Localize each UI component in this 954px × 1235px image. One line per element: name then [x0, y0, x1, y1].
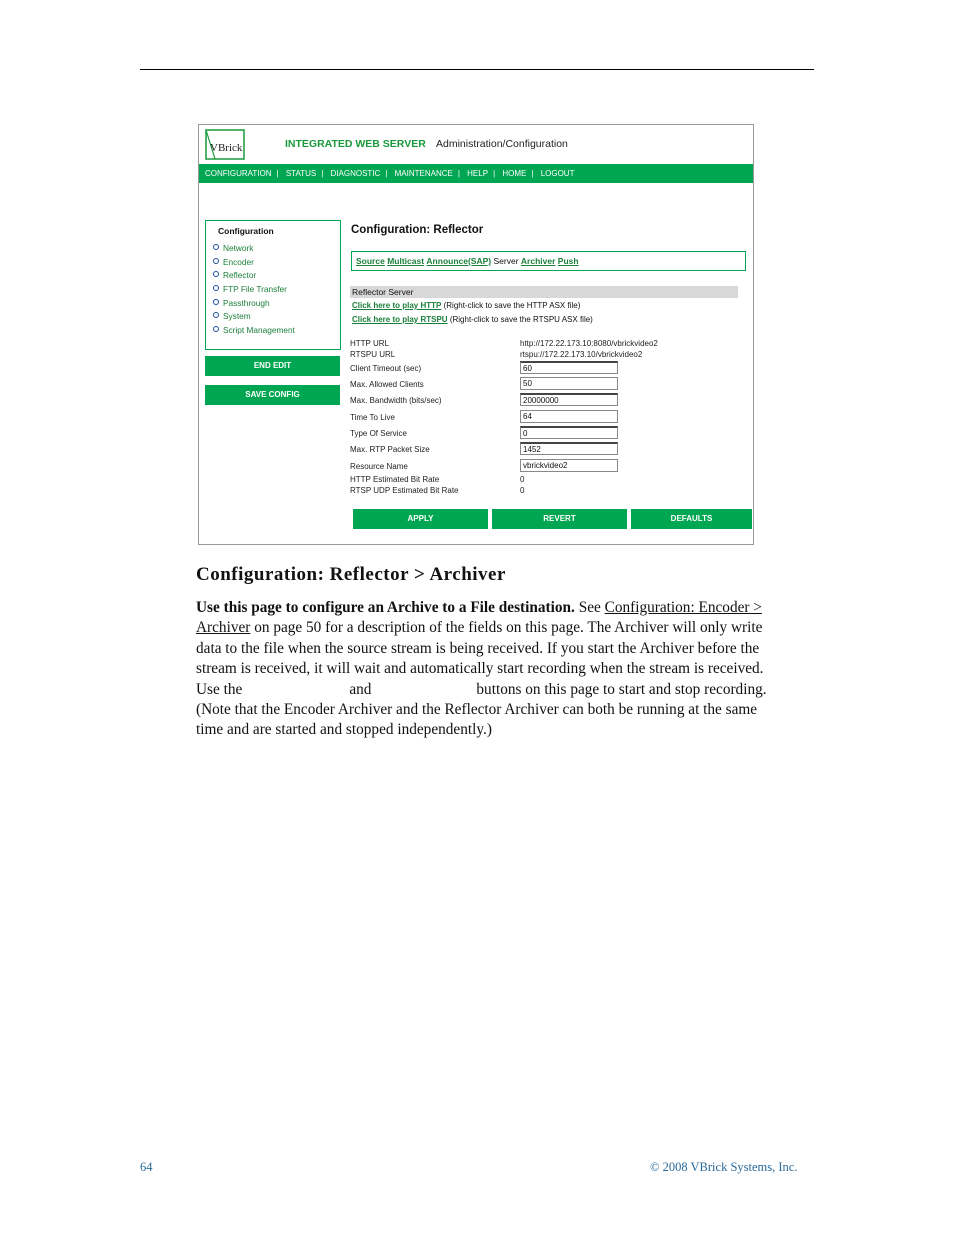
svg-text:VBrick: VBrick [210, 142, 243, 154]
play-rtspu-note: (Right-click to save the RTSPU ASX file) [449, 315, 593, 324]
max-clients-label: Max. Allowed Clients [350, 380, 424, 389]
play-http-link[interactable]: Click here to play HTTP [352, 301, 442, 310]
apply-button[interactable]: APPLY [353, 509, 488, 529]
tab-announce[interactable]: Announce(SAP) [426, 256, 492, 266]
sidebar-item-system[interactable]: System [213, 311, 295, 325]
bullet-icon [213, 326, 219, 332]
nav-home[interactable]: HOME [502, 169, 527, 178]
rtsp-rate-value: 0 [520, 486, 525, 495]
nav-configuration[interactable]: CONFIGURATION [205, 169, 272, 178]
bullet-icon [213, 271, 219, 277]
sidebar-item-reflector[interactable]: Reflector [213, 270, 295, 284]
http-rate-value: 0 [520, 475, 525, 484]
http-url-label: HTTP URL [350, 339, 389, 348]
resource-name-input[interactable]: vbrickvideo2 [520, 459, 618, 472]
rtp-packet-input[interactable]: 1452 [520, 442, 618, 455]
tos-input[interactable]: 0 [520, 426, 618, 439]
screenshot-frame [198, 124, 754, 545]
xref-link[interactable]: Configuration: Encoder > [604, 599, 762, 616]
defaults-button[interactable]: DEFAULTS [631, 509, 752, 529]
sidebar-title: Configuration [218, 226, 274, 236]
bullet-icon [213, 244, 219, 250]
bullet-icon [213, 285, 219, 291]
tab-bar [351, 251, 746, 271]
top-rule [140, 69, 814, 70]
vbrick-logo-icon [205, 129, 245, 160]
end-edit-button[interactable]: END EDIT [205, 356, 340, 376]
play-rtspu-link[interactable]: Click here to play RTSPU [352, 315, 448, 324]
ttl-label: Time To Live [350, 413, 395, 422]
nav-logout[interactable]: LOGOUT [540, 169, 575, 178]
bullet-icon [213, 258, 219, 264]
tab-multicast[interactable]: Multicast [387, 256, 425, 266]
page-number: 64 [140, 1160, 153, 1174]
rtspu-url-label: RTSPU URL [350, 350, 396, 359]
intro-bold: Use this page to configure an Archive to a File destination. [196, 599, 575, 616]
max-bandwidth-input[interactable]: 20000000 [520, 393, 618, 406]
rtp-packet-label: Max. RTP Packet Size [350, 445, 430, 454]
section-header: Reflector Server [350, 286, 738, 298]
rtspu-url-value: rtspu://172.22.173.10/vbrickvideo2 [520, 350, 643, 359]
sidebar-item-network[interactable]: Network [213, 243, 295, 257]
page-title: Configuration: Reflector [351, 224, 484, 236]
max-clients-input[interactable]: 50 [520, 377, 618, 390]
tos-label: Type Of Service [350, 429, 407, 438]
revert-button[interactable]: REVERT [492, 509, 627, 529]
nav-help[interactable]: HELP [467, 169, 489, 178]
sidebar-item-ftp[interactable]: FTP File Transfer [213, 284, 295, 298]
http-rate-label: HTTP Estimated Bit Rate [350, 475, 440, 484]
play-http-note: (Right-click to save the HTTP ASX file) [443, 301, 581, 310]
sidebar-item-passthrough[interactable]: Passthrough [213, 298, 295, 312]
nav-maintenance[interactable]: MAINTENANCE [394, 169, 453, 178]
client-timeout-label: Client Timeout (sec) [350, 364, 422, 373]
header-subtitle: Administration/Configuration [436, 138, 568, 150]
rtsp-rate-label: RTSP UDP Estimated Bit Rate [350, 486, 459, 495]
copyright: © 2008 VBrick Systems, Inc. [650, 1160, 798, 1174]
tab-archiver[interactable]: Archiver [520, 256, 556, 266]
xref-link-cont[interactable]: Archiver [196, 619, 251, 637]
bullet-icon [213, 312, 219, 318]
http-url-value: http://172.22.173.10:8080/vbrickvideo2 [520, 339, 658, 348]
sidebar [205, 220, 341, 350]
sidebar-item-encoder[interactable]: Encoder [213, 257, 295, 271]
nav-status[interactable]: STATUS [285, 169, 317, 178]
tab-source[interactable]: Source [356, 256, 385, 266]
tab-server: Server [493, 256, 519, 266]
body-paragraph: Use this page to configure an Archive to a File destination. See Configuration: Encoder > Archiver on page 50 for a description of the fields on this page. The Archiver will only write data to the file when the source stream is being received. If you start the Archiver before the stream is received, it will wait and automatically start recording when the stream is received. Use the and buttons on this page to start and stop recording. (Note that the Encoder Archiver and the Reflector Archiver can both be running at the same time and are started and stopped independently.) [196, 599, 767, 739]
play-http-row [352, 301, 580, 310]
section-heading: Configuration: Reflector > Archiver [196, 564, 506, 585]
save-config-button[interactable]: SAVE CONFIG [205, 385, 340, 405]
header-title: INTEGRATED WEB SERVER [285, 138, 426, 150]
nav-diagnostic[interactable]: DIAGNOSTIC [330, 169, 381, 178]
bullet-icon [213, 299, 219, 305]
sidebar-item-script-management[interactable]: Script Management [213, 325, 295, 339]
tab-push[interactable]: Push [557, 256, 579, 266]
resource-name-label: Resource Name [350, 462, 408, 471]
client-timeout-input[interactable]: 60 [520, 361, 618, 374]
nav-bar: CONFIGURATION | STATUS | DIAGNOSTIC | MAINTENANCE | HELP | HOME | LOGOUT [199, 164, 753, 183]
ttl-input[interactable]: 64 [520, 410, 618, 423]
max-bandwidth-label: Max. Bandwidth (bits/sec) [350, 396, 442, 405]
play-rtspu-row [352, 315, 593, 324]
